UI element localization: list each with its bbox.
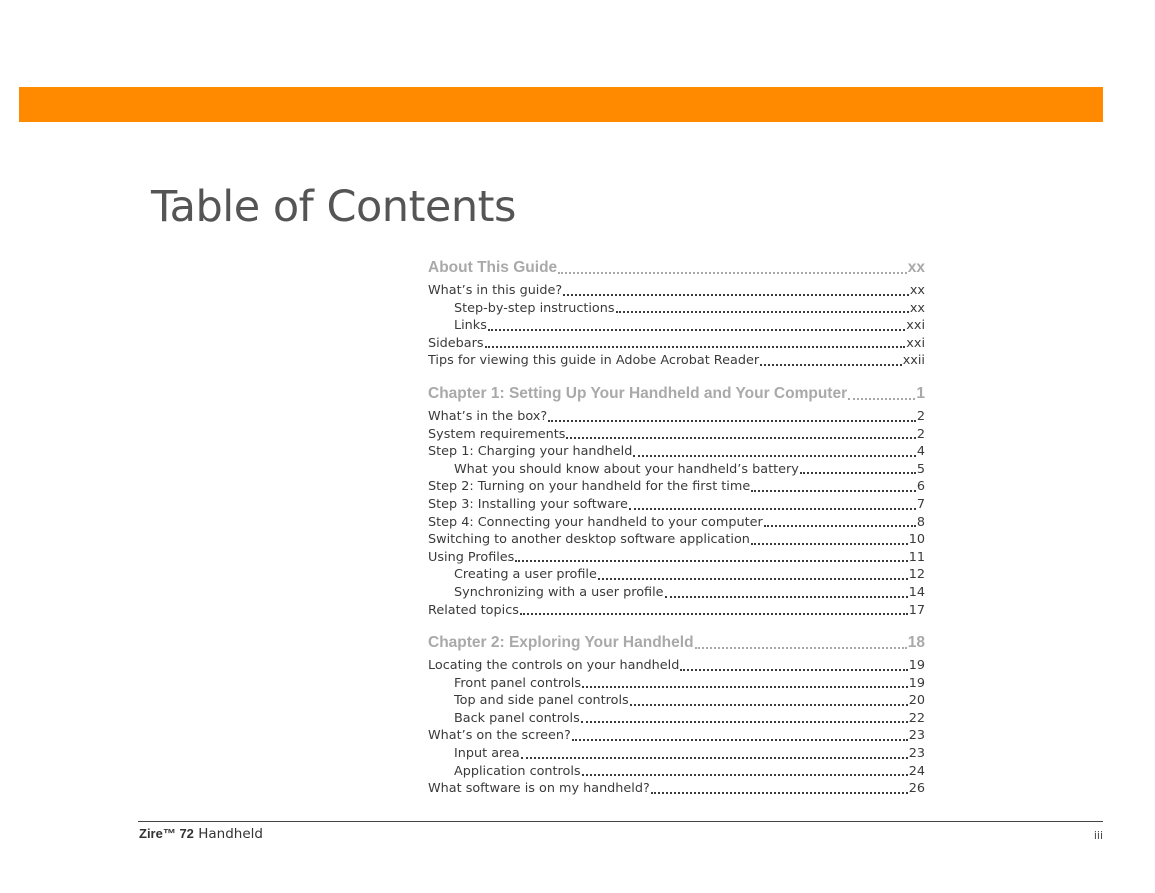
dot-leader (566, 437, 915, 439)
footer-brand: Zire™ 72 (139, 826, 194, 841)
toc-entry[interactable] (428, 727, 925, 745)
toc-entry-label: Step 2: Turning on your handheld for the first time (428, 479, 751, 495)
toc-section-page: 1 (916, 384, 925, 402)
dot-leader (598, 578, 908, 580)
toc-entry-label: Back panel controls (454, 710, 580, 726)
toc-entry-page: 10 (908, 532, 925, 548)
toc-entry[interactable] (428, 763, 925, 781)
toc-entry[interactable] (428, 710, 925, 728)
dot-leader (633, 455, 916, 457)
toc-entry-label: Sidebars (428, 335, 484, 351)
dot-leader (581, 721, 908, 723)
dot-leader (563, 294, 909, 296)
dot-leader (651, 792, 908, 794)
dot-leader (558, 272, 907, 274)
toc-entry[interactable] (428, 549, 925, 567)
dot-leader (572, 739, 908, 741)
toc-entry[interactable] (428, 692, 925, 710)
toc-section-page: 18 (907, 634, 925, 652)
dot-leader (680, 669, 907, 671)
toc-entry-page: 22 (908, 710, 925, 726)
toc-entry-label: What you should know about your handheld’s battery (454, 461, 799, 477)
dot-leader (760, 364, 902, 366)
footer-divider (138, 821, 1103, 822)
toc-entry-page: xx (909, 283, 925, 298)
toc-section-heading[interactable] (428, 256, 925, 280)
toc-entry-label: Front panel controls (454, 675, 582, 691)
dot-leader (616, 311, 909, 313)
toc-entry-page: 19 (908, 675, 925, 691)
toc-entry-label: Step 4: Connecting your handheld to your computer (428, 514, 763, 530)
toc-entry-page: xxii (902, 353, 925, 369)
toc-entry-label: What’s in this guide? (428, 283, 563, 298)
toc-entry-label: Tips for viewing this guide in Adobe Acrobat Reader (428, 353, 760, 369)
toc-entry-label: Step 1: Charging your handheld (428, 444, 633, 460)
toc-entry-page: 5 (916, 461, 925, 477)
toc-entry[interactable] (428, 675, 925, 693)
toc-entry[interactable] (428, 514, 925, 532)
toc-entry-label: What’s in the box? (428, 408, 548, 424)
toc-entry-label: Input area (454, 746, 520, 762)
dot-leader (485, 346, 906, 348)
toc-section-heading[interactable] (428, 631, 925, 655)
toc-entry[interactable] (428, 300, 925, 318)
dot-leader (800, 472, 916, 474)
toc-section-heading[interactable] (428, 382, 925, 406)
dot-leader (582, 686, 908, 688)
toc-section-page: xx (907, 259, 925, 276)
toc-entry-label: Locating the controls on your handheld (428, 658, 680, 674)
dot-leader (515, 560, 907, 562)
toc-entry-label: Creating a user profile (454, 567, 597, 583)
toc-entry[interactable] (428, 461, 925, 479)
toc-section-heading-label: Chapter 1: Setting Up Your Handheld and Your Computer (428, 384, 848, 402)
dot-leader (751, 543, 908, 545)
toc-entry-label: Synchronizing with a user profile (454, 584, 664, 600)
dot-leader (582, 774, 908, 776)
toc-entry-label: Application controls (454, 763, 581, 779)
toc-entry[interactable] (428, 352, 925, 370)
toc-entry[interactable] (428, 478, 925, 496)
toc-entry-page: 24 (908, 763, 925, 779)
toc-entry-page: 12 (908, 567, 925, 583)
toc-section-heading-label: About This Guide (428, 259, 558, 276)
toc-entry-page: 17 (908, 602, 925, 618)
toc-entry[interactable] (428, 657, 925, 675)
toc-entry-label: System requirements (428, 426, 566, 442)
toc-section (428, 382, 925, 619)
toc-entry-page: 11 (908, 549, 925, 565)
toc-entry-label: Step-by-step instructions (454, 300, 615, 316)
footer-page-number: iii (1093, 829, 1103, 842)
toc-entry-page: 23 (908, 728, 925, 744)
dot-leader (764, 525, 916, 527)
toc-entry-page: 14 (908, 584, 925, 600)
footer-product-name: Handheld (198, 826, 263, 842)
page-title: Table of Contents (151, 181, 516, 232)
toc-entry-page: 4 (916, 444, 925, 460)
toc-entry[interactable] (428, 566, 925, 584)
dot-leader (630, 704, 908, 706)
toc-entry[interactable] (428, 426, 925, 444)
toc-entry[interactable] (428, 602, 925, 620)
footer-product (139, 826, 263, 842)
toc-entry-label: Switching to another desktop software application (428, 532, 750, 548)
toc-entry-label: Step 3: Installing your software (428, 496, 628, 512)
toc-entry[interactable] (428, 282, 925, 300)
toc-entry[interactable] (428, 780, 925, 798)
toc-entry-label: Top and side panel controls (454, 693, 629, 709)
toc-entry[interactable] (428, 408, 925, 426)
toc-entry-page: 2 (916, 426, 925, 442)
toc-entry-page: 2 (916, 408, 925, 424)
dot-leader (695, 647, 907, 649)
toc-entry[interactable] (428, 745, 925, 763)
toc-entry[interactable] (428, 531, 925, 549)
toc-entry-label: Using Profiles (428, 549, 515, 565)
toc-entry-page: xx (909, 300, 925, 316)
toc-section (428, 256, 925, 370)
toc-entry-page: 23 (908, 746, 925, 762)
dot-leader (751, 490, 916, 492)
dot-leader (488, 329, 905, 331)
toc-entry-page: 6 (916, 479, 925, 495)
dot-leader (665, 596, 908, 598)
toc-entry[interactable] (428, 496, 925, 514)
toc-entry[interactable] (428, 317, 925, 335)
toc-entry[interactable] (428, 584, 925, 602)
toc-entry-label: What’s on the screen? (428, 728, 571, 744)
toc-section (428, 631, 925, 798)
dot-leader (548, 420, 916, 422)
toc-entry-page: 7 (916, 496, 925, 512)
toc-entry-page: 19 (908, 658, 925, 674)
table-of-contents (428, 254, 925, 798)
toc-entry-label: Related topics (428, 602, 519, 618)
toc-entry[interactable] (428, 443, 925, 461)
toc-entry[interactable] (428, 335, 925, 353)
toc-entry-page: 8 (916, 514, 925, 530)
dot-leader (521, 757, 908, 759)
dot-leader (520, 613, 908, 615)
toc-entry-page: xxi (906, 335, 925, 351)
toc-entry-label: What software is on my handheld? (428, 781, 650, 797)
dot-leader (848, 398, 915, 400)
toc-entry-label: Links (454, 318, 487, 334)
toc-entry-page: xxi (906, 318, 925, 334)
toc-entry-page: 26 (908, 781, 925, 797)
orange-banner (19, 87, 1103, 122)
toc-entry-page: 20 (908, 693, 925, 709)
toc-section-heading-label: Chapter 2: Exploring Your Handheld (428, 634, 694, 652)
dot-leader (629, 508, 916, 510)
